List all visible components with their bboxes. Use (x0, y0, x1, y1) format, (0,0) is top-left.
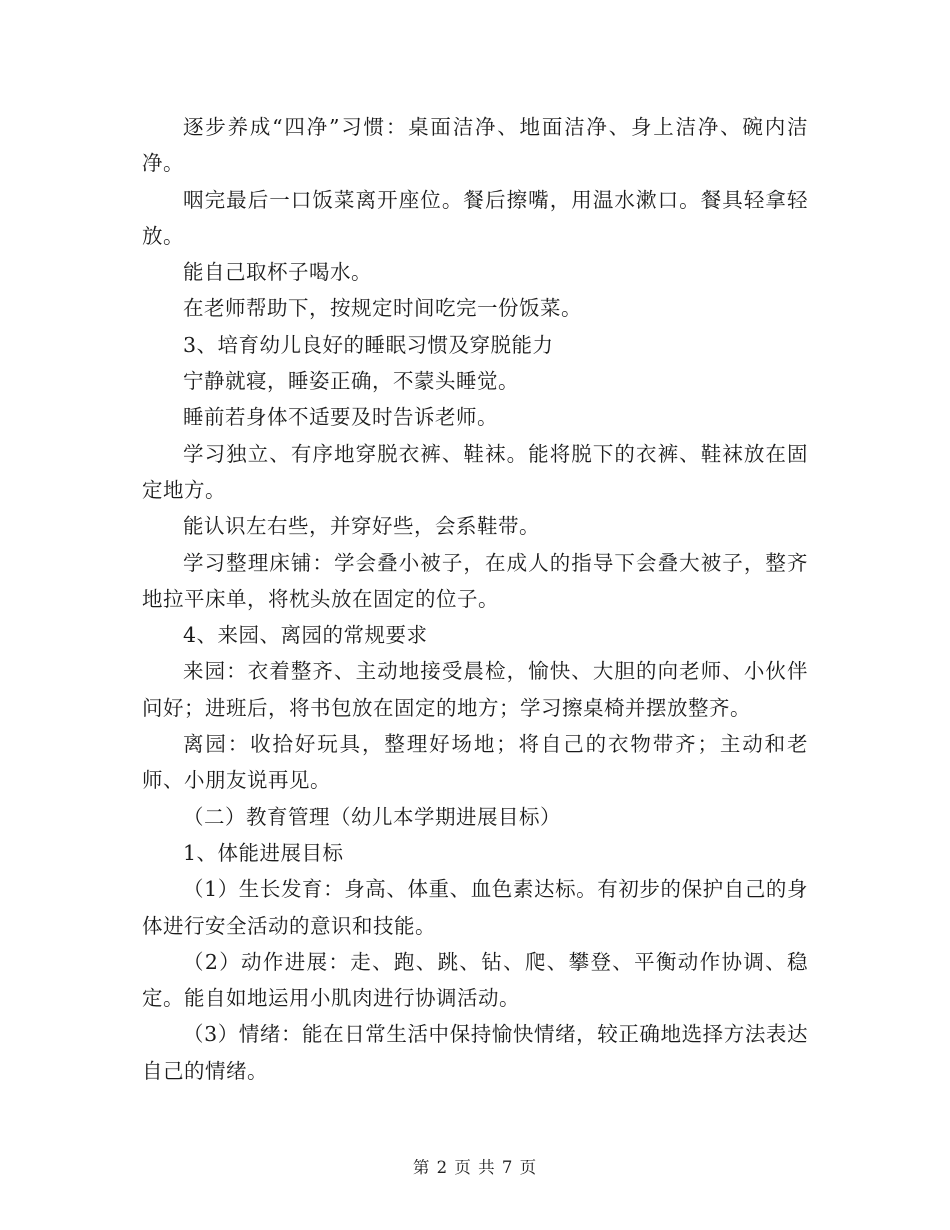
paragraph-drink-water: 能自己取杯子喝水。 (183, 260, 372, 285)
paragraph-make-bed: 学习整理床铺：学会叠小被子，在成人的指导下会叠大被子，整齐地拉平床单，将枕头放在固定的位子。 (142, 550, 808, 611)
paragraph-quiet-sleep: 宁静就寝，睡姿正确，不蒙头睡觉。 (183, 369, 519, 394)
paragraph-left-right-shoes: 能认识左右些，并穿好些，会系鞋带。 (183, 514, 540, 539)
paragraph-tell-teacher: 睡前若身体不适要及时告诉老师。 (183, 405, 498, 430)
document-body (142, 109, 808, 1089)
section-heading-physical-goals: 1、体能进展目标 (183, 840, 344, 865)
section-heading-education-management: （二）教育管理（幼儿本学期进展目标） (183, 804, 561, 829)
paragraph-motor-skills: （2）动作进展：走、跑、跳、钻、爬、攀登、平衡动作协调、稳定。能自如地运用小肌肉进行协调活动。 (142, 949, 808, 1011)
paragraph-four-clean-habits: 逐步养成“四净”习惯：桌面洁净、地面洁净、身上洁净、碗内洁净。 (142, 115, 808, 176)
paragraph-dressing: 学习独立、有序地穿脱衣裤、鞋袜。能将脱下的衣裤、鞋袜放在固定地方。 (142, 441, 808, 502)
paragraph-emotions: （3）情绪：能在日常生活中保持愉快情绪，较正确地选择方法表达自己的情绪。 (142, 1022, 808, 1083)
paragraph-departure: 离园：收拾好玩具，整理好场地；将自己的衣物带齐；主动和老师、小朋友说再见。 (142, 732, 808, 793)
section-heading-arrival-departure: 4、来园、离园的常规要求 (183, 623, 428, 648)
paragraph-arrival: 来园：衣着整齐、主动地接受晨检，愉快、大胆的向老师、小伙伴问好；进班后，将书包放在固定的地方；学习擦桌椅并摆放整齐。 (142, 659, 808, 720)
paragraph-growth: （1）生长发育：身高、体重、血色素达标。有初步的保护自己的身体进行安全活动的意识和技能。 (142, 877, 808, 938)
page-number-footer: 第 2 页 共 7 页 (412, 1158, 538, 1177)
paragraph-after-meal: 咽完最后一口饭菜离开座位。餐后擦嘴，用温水漱口。餐具轻拿轻放。 (142, 187, 808, 248)
paragraph-finish-meal: 在老师帮助下，按规定时间吃完一份饭菜。 (183, 296, 582, 321)
section-heading-sleep-habits: 3、培育幼儿良好的睡眠习惯及穿脱能力 (183, 332, 554, 357)
